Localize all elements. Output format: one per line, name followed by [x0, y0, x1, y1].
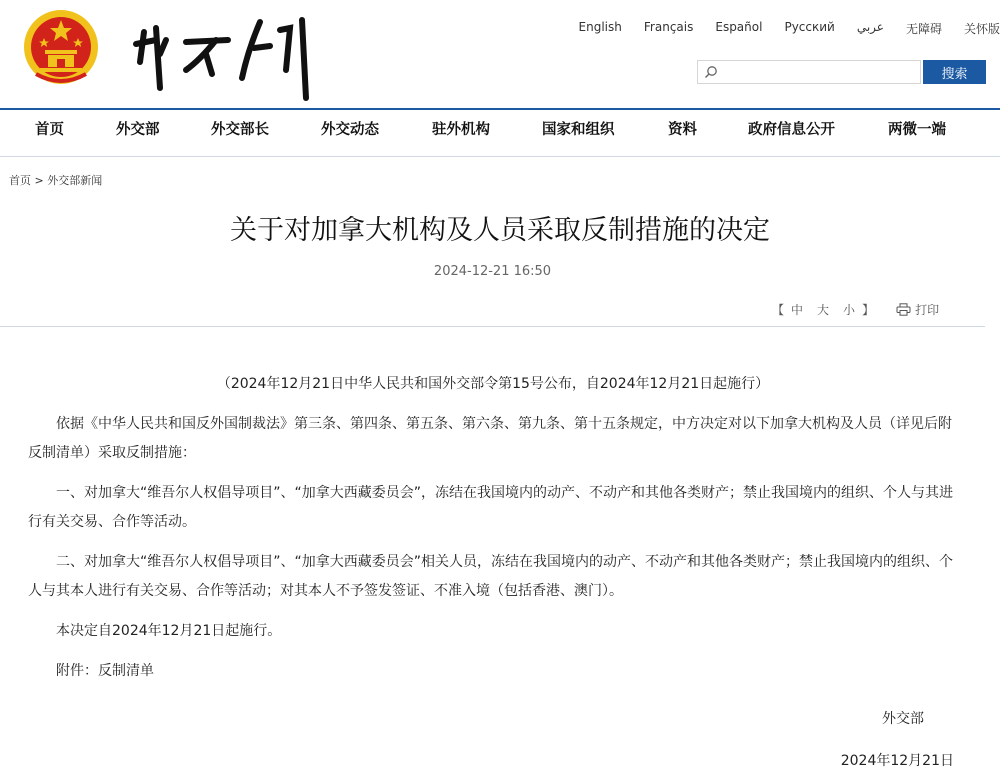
lang-arabic[interactable]: عربي: [856, 20, 884, 34]
article-paragraph: 依据《中华人民共和国反外国制裁法》第三条、第四条、第五条、第六条、第九条、第十五条规定，中方决定对以下加拿大机构及人员（详见后附反制清单）采取反制措施：: [28, 416, 952, 461]
article-paragraph: 本决定自2024年12月21日起施行。: [56, 623, 282, 639]
nav-countries[interactable]: 国家和组织: [542, 122, 615, 138]
nav-divider: [0, 156, 1000, 157]
article-paragraph: 一、对加拿大“维吾尔人权倡导项目”、“加拿大西藏委员会”，冻结在我国境内的动产、不动产和其他各类财产；禁止我国境内的组织、个人与其进行有关交易、合作等活动。: [28, 485, 954, 530]
font-size-large-button[interactable]: 大: [817, 303, 830, 317]
article-paragraph: 二、对加拿大“维吾尔人权倡导项目”、“加拿大西藏委员会”相关人员，冻结在我国境内的动产、不动产和其他各类财产；禁止我国境内的组织、个人与其本人进行有关交易、合作等活动；对其本人不予签发签证、不准入境（包括香港、澳门）。: [28, 554, 954, 599]
search-button[interactable]: 搜索: [923, 60, 986, 84]
breadcrumb-separator: >: [34, 174, 44, 187]
tools-divider: [0, 326, 985, 327]
national-emblem: [22, 8, 100, 86]
article-body: [28, 370, 958, 697]
nav-diplomatic-news[interactable]: 外交动态: [321, 122, 379, 138]
brand-name-text: 外交部: [130, 100, 133, 101]
font-size-medium-button[interactable]: 中: [791, 303, 804, 317]
article-title: 关于对加拿大机构及人员采取反制措施的决定: [230, 215, 770, 246]
lang-english[interactable]: English: [578, 20, 622, 34]
signature-org: 外交部: [882, 711, 924, 727]
nav-ministry[interactable]: 外交部: [116, 122, 160, 138]
accessibility-link[interactable]: 无障碍: [905, 22, 942, 36]
article-tools: [772, 301, 939, 318]
nav-missions[interactable]: 驻外机构: [432, 122, 490, 138]
breadcrumb-home[interactable]: 首页: [9, 174, 31, 187]
nav-resources[interactable]: 资料: [668, 122, 697, 138]
article-date: 2024-12-21 16:50: [433, 264, 552, 279]
lang-spanish[interactable]: Español: [715, 20, 763, 34]
search-input[interactable]: [697, 60, 921, 84]
nav-gov-info[interactable]: 政府信息公开: [748, 122, 835, 138]
search-icon: [704, 65, 718, 79]
nav-social[interactable]: 两微一端: [888, 122, 946, 138]
signature-date: 2024年12月21日: [840, 753, 954, 769]
font-size-bracket-open: 【: [772, 303, 785, 317]
lang-french[interactable]: Français: [643, 20, 694, 34]
main-nav: [0, 118, 1000, 146]
language-bar: [557, 20, 1000, 37]
care-mode-link[interactable]: 关怀版: [963, 22, 1000, 36]
font-size-bracket-close: 】: [862, 303, 875, 317]
header-divider: [0, 108, 1000, 110]
lang-russian[interactable]: Русский: [784, 20, 835, 34]
nav-minister[interactable]: 外交部长: [211, 122, 269, 138]
attachment-link[interactable]: 附件：反制清单: [56, 663, 154, 679]
article-lead: （2024年12月21日中华人民共和国外交部令第15号公布，自2024年12月21日起施行）: [216, 376, 770, 392]
print-button[interactable]: [896, 301, 939, 318]
print-label: 打印: [915, 303, 940, 317]
printer-icon: [896, 303, 911, 316]
font-size-small-button[interactable]: 小: [843, 303, 856, 317]
breadcrumb-section[interactable]: 外交部新闻: [47, 174, 103, 187]
nav-home[interactable]: 首页: [35, 122, 64, 138]
breadcrumb: [9, 172, 102, 188]
brand-calligraphy: [130, 10, 320, 102]
